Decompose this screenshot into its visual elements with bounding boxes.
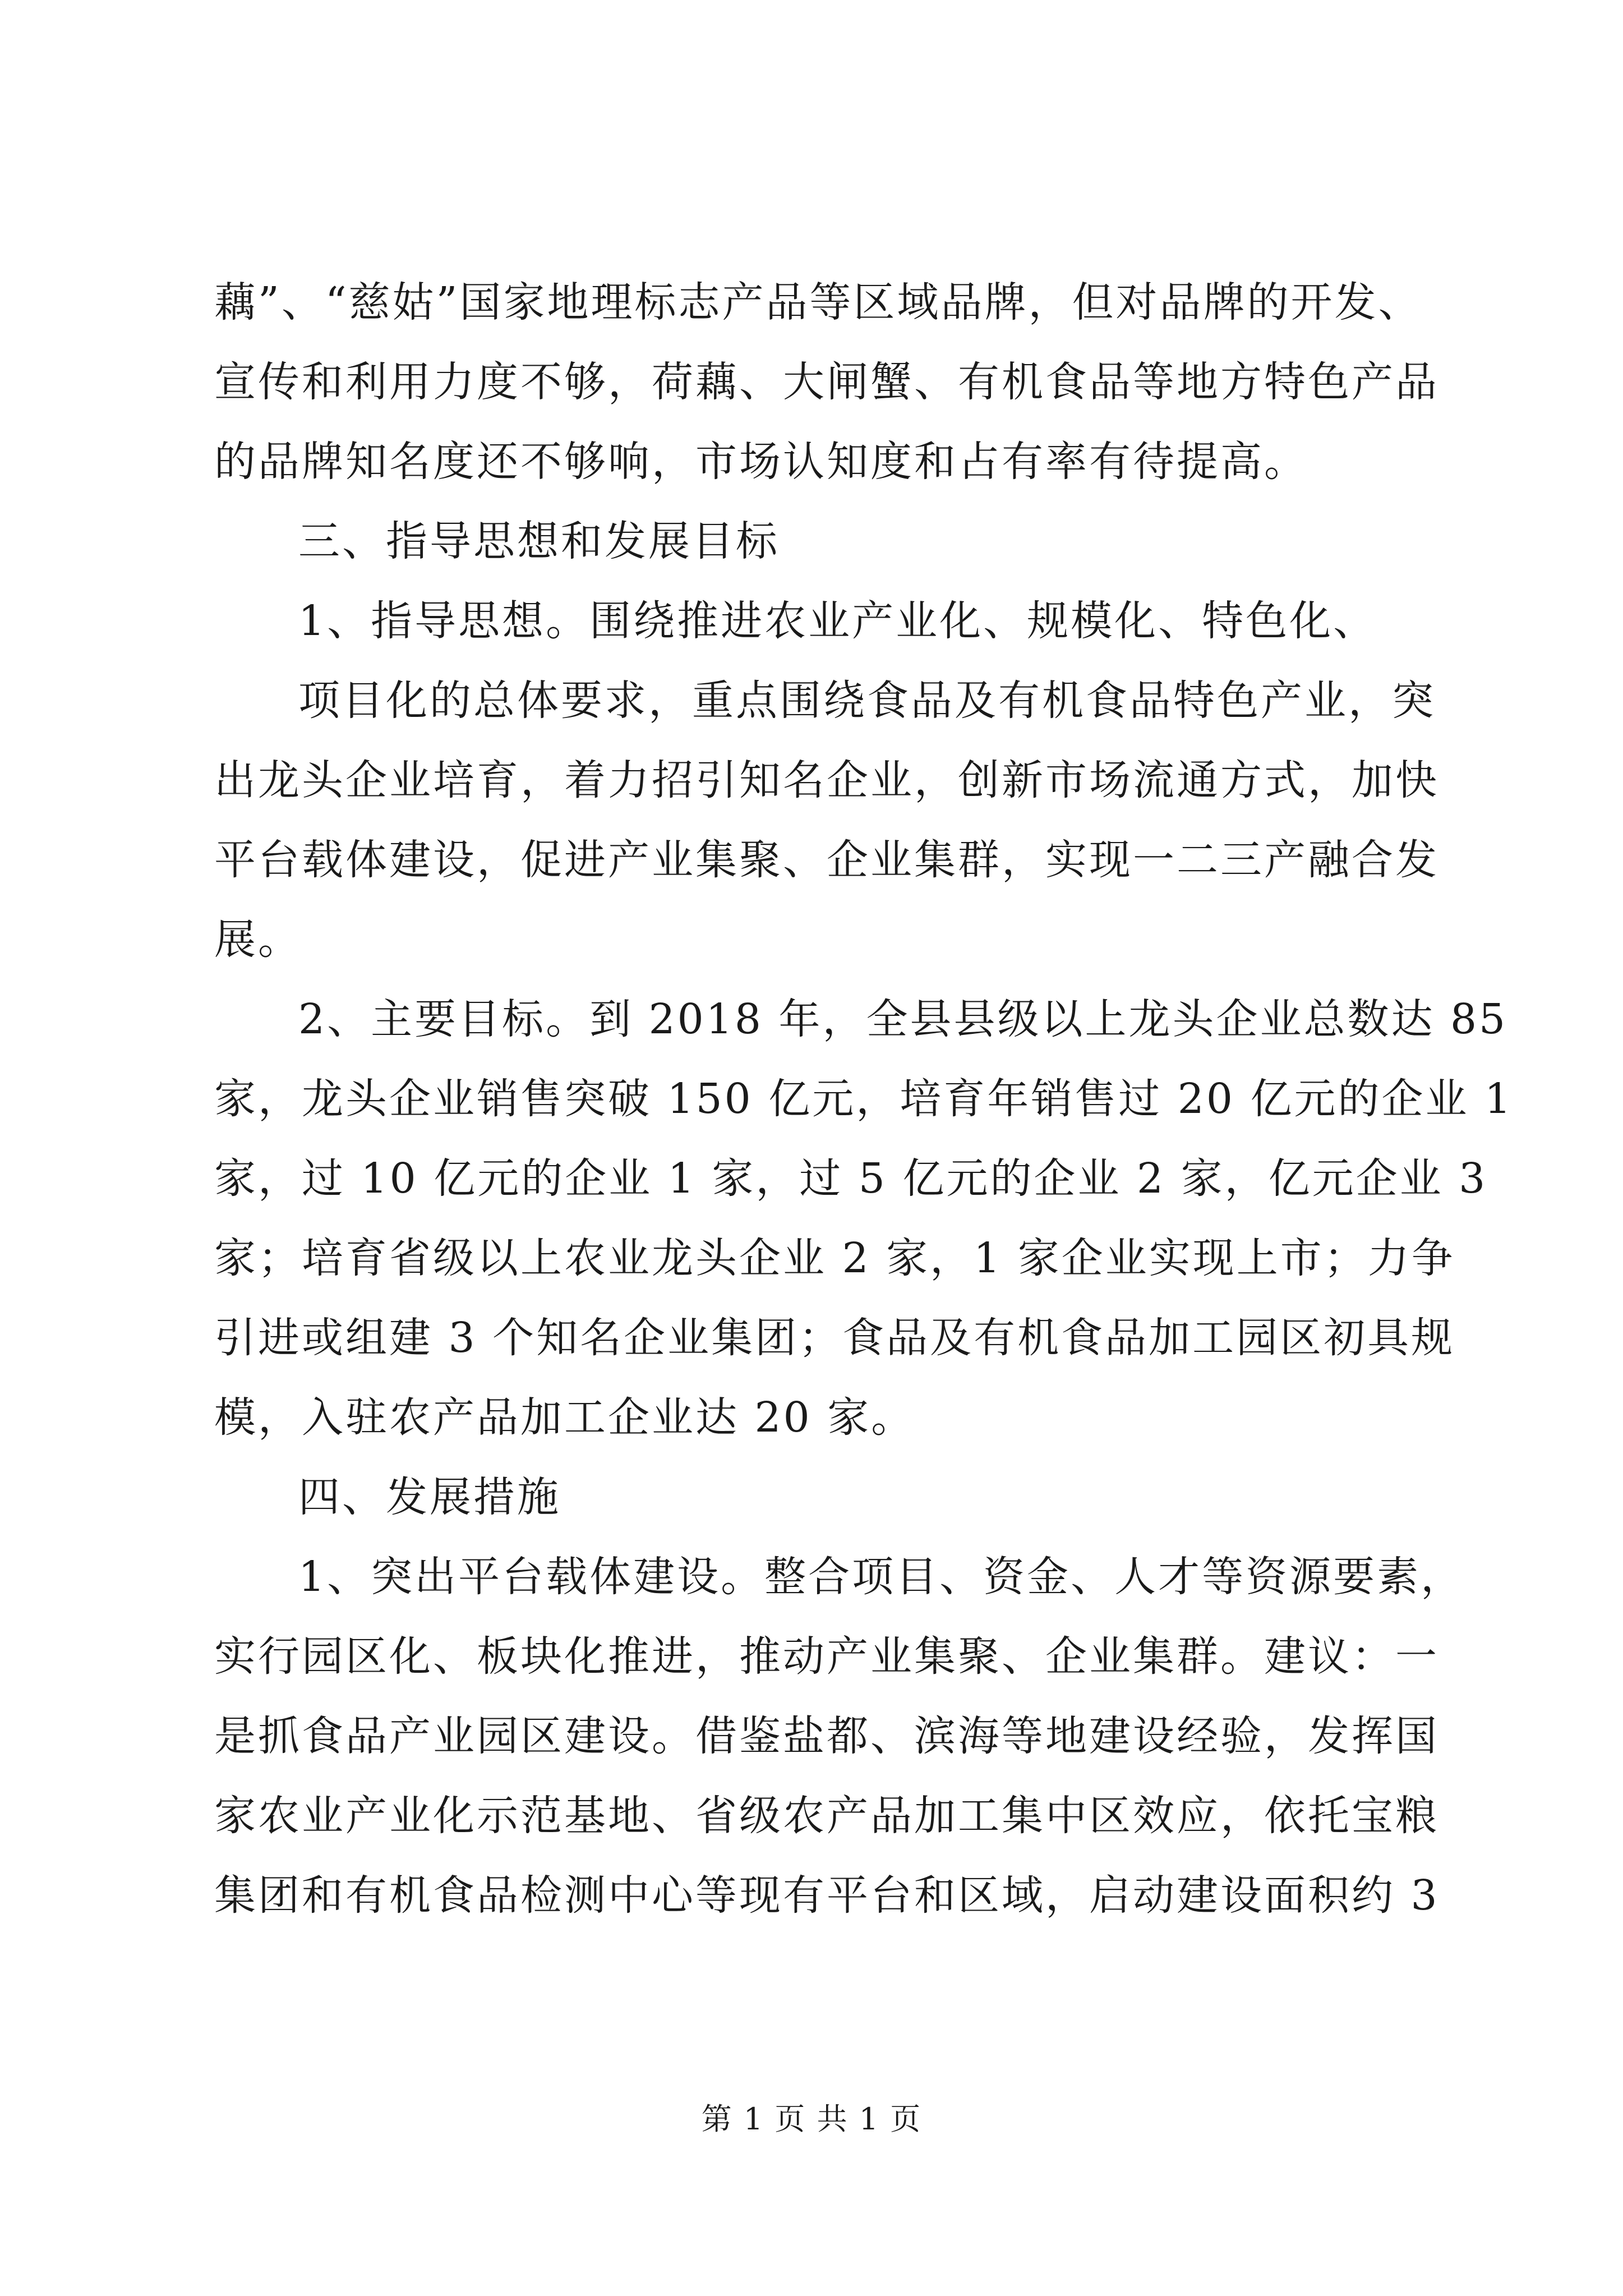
paragraph-line: 2、主要目标。到 2018 年，全县县级以上龙头企业总数达 85 [298, 995, 1508, 1043]
paragraph-line: 是抓食品产业园区建设。借鉴盐都、滨海等地建设经验，发挥国 [214, 1712, 1439, 1760]
paragraph-line: 藕”、“慈姑”国家地理标志产品等区域品牌，但对品牌的开发、 [214, 278, 1422, 326]
paragraph-line: 平台载体建设，促进产业集聚、企业集群，实现一二三产融合发 [214, 836, 1439, 884]
paragraph-line: 集团和有机食品检测中心等现有平台和区域，启动建设面积约 3 [214, 1871, 1440, 1920]
paragraph-line: 展。 [214, 915, 302, 964]
paragraph-line: 家农业产业化示范基地、省级农产品加工集中区效应，依托宝粮 [214, 1792, 1439, 1840]
paragraph-line: 家；培育省级以上农业龙头企业 2 家，1 家企业实现上市；力争 [214, 1234, 1455, 1282]
document-body [214, 263, 1514, 1935]
paragraph-line: 引进或组建 3 个知名企业集团；食品及有机食品加工园区初具规 [214, 1314, 1455, 1362]
paragraph-line: 模，入驻农产品加工企业达 20 家。 [214, 1393, 915, 1442]
section-heading: 三、指导思想和发展目标 [298, 517, 780, 565]
paragraph-line: 家，过 10 亿元的企业 1 家，过 5 亿元的企业 2 家，亿元企业 3 [214, 1154, 1488, 1203]
paragraph-line: 宣传和利用力度不够，荷藕、大闸蟹、有机食品等地方特色产品 [214, 358, 1439, 406]
paragraph-line: 1、指导思想。围绕推进农业产业化、规模化、特色化、 [298, 597, 1377, 645]
page-footer: 第 1 页 共 1 页 [701, 2101, 922, 2137]
paragraph-line: 家，龙头企业销售突破 150 亿元，培育年销售过 20 亿元的企业 1 [214, 1075, 1514, 1123]
paragraph-line: 1、突出平台载体建设。整合项目、资金、人才等资源要素， [298, 1553, 1465, 1601]
paragraph-line: 项目化的总体要求，重点围绕食品及有机食品特色产业，突 [298, 677, 1436, 725]
paragraph-line: 出龙头企业培育，着力招引知名企业，创新市场流通方式，加快 [214, 756, 1439, 804]
paragraph-line: 实行园区化、板块化推进，推动产业集聚、企业集群。建议：一 [214, 1632, 1439, 1681]
paragraph-line: 的品牌知名度还不够响，市场认知度和占有率有待提高。 [214, 438, 1308, 486]
section-heading: 四、发展措施 [298, 1473, 561, 1521]
